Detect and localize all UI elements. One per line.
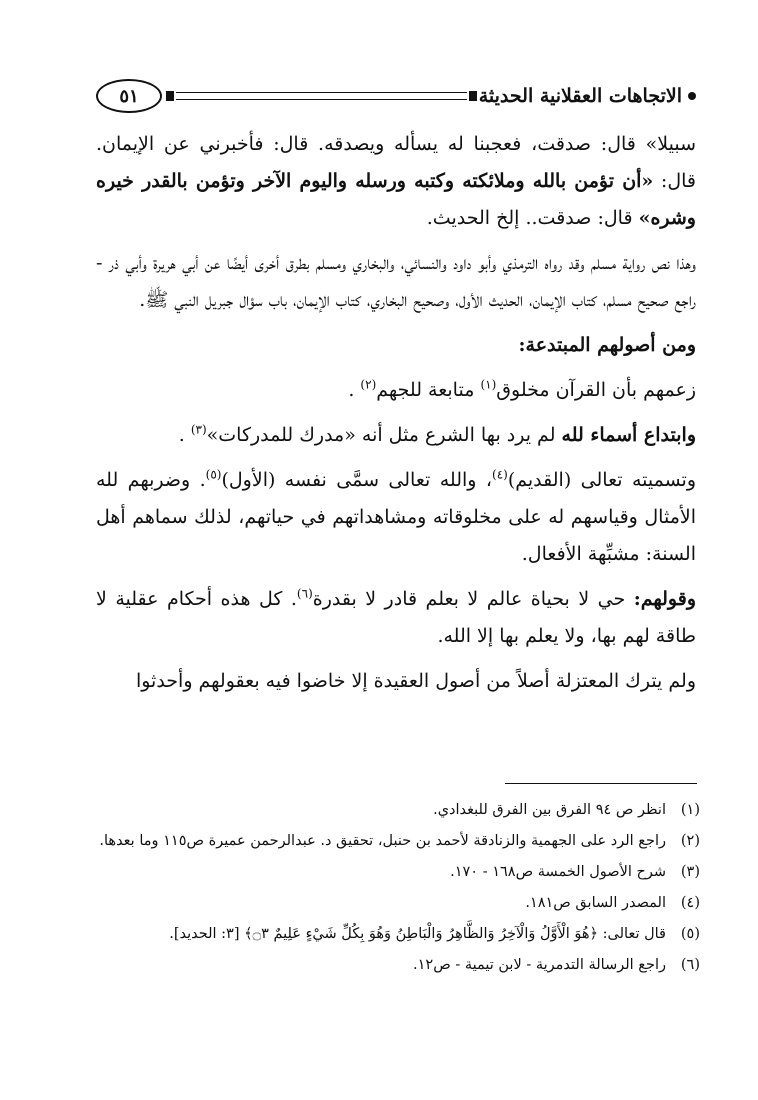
footnote-text: انظر ص ٩٤ الفرق بين الفرق للبغدادي. [433,802,666,818]
footnote-number: (٤) [680,895,700,911]
paragraph [96,372,696,409]
text: . [178,424,185,446]
paragraph [96,417,696,454]
running-header [96,78,696,114]
footnote-text: شرح الأصول الخمسة ص١٦٨ - ١٧٠. [450,864,666,880]
footnote [90,919,700,950]
footnote-text: المصدر السابق ص١٨١. [525,895,666,911]
footnotes [90,795,700,981]
footnote-text: راجع الرسالة التدمرية - لابن تيمية - ص١٢. [413,957,666,973]
paragraph: وهذا نص رواية مسلم وقد رواه الترمذي وأبو داود والنسائي، والبخاري ومسلم بطرق أخرى أيضًا عن أبي هريرة وأبي ذر - راجع صحيح مسلم، كتاب الإيمان، الحديث الأول، وصحيح البخاري، كتاب الإيمان، باب سؤال جبريل النبي ﷺ. [96,252,696,311]
footnote-number: (٦) [680,957,700,973]
hadith-quote: «أن تؤمن بالله وملائكته وكتبه ورسله واليوم الآخر وتؤمن بالقدر خيره وشره» [96,170,696,229]
footnote-ref[interactable]: (٥) [205,467,222,482]
main-text [96,126,696,708]
paragraph [96,462,696,573]
text-line: صدقت.. إلخ الحديث. [426,207,592,229]
bold-lead: وقولهم: [633,588,696,610]
text: ، والله تعالى سمَّى نفسه (الأول) [221,469,492,491]
text: حي لا بحياة عالم لا بعلم قادر لا بقدرة [312,588,626,610]
paragraph: ولم يترك المعتزلة أصلاً من أصول العقيدة إلا خاضوا فيه بعقولهم وأحدثوا [135,670,696,692]
text-line: قال: [597,207,633,229]
footnote [90,857,700,888]
paragraph [96,581,696,655]
text-line: سبيلا» قال: صدقت، فعجبنا له يسأله ويصدقه. قال: فأخبرني عن الإيمان. قال: [96,133,696,192]
footnote-ref[interactable]: (٢) [360,377,377,392]
bold-lead: وابتداع أسماء لله [561,424,696,446]
section-heading: ومن أصولهم المبتدعة: [518,334,696,356]
footnote-text: راجع الرد على الجهمية والزنادقة لأحمد بن حنبل، تحقيق د. عبدالرحمن عميرة ص١١٥ وما بعدها. [99,833,666,849]
paragraph [96,126,696,237]
footnote [90,795,700,826]
footnote [90,888,700,919]
header-bullet [688,92,696,100]
text: . [348,379,355,401]
running-title: الاتجاهات العقلانية الحديثة [478,85,682,107]
footnote-number: (٥) [680,926,700,942]
footnote-ref[interactable]: (٦) [296,586,313,601]
text: زعمهم بأن القرآن مخلوق [496,379,696,401]
page-number: ٥١ [96,79,162,113]
footnote-separator [505,783,697,784]
header-square-mark [469,91,477,101]
header-rule [176,92,467,100]
footnote-ref[interactable]: (٤) [492,467,508,482]
footnote-number: (٣) [680,864,700,880]
text: وتسميته تعالى (القديم) [507,469,696,491]
text: متابعة للجهم [376,379,475,401]
footnote [90,826,700,857]
header-square-mark [166,91,174,101]
footnote [90,950,700,981]
text: لم يرد بها الشرع مثل أنه «مدرك للمدركات» [206,424,556,446]
footnote-number: (٢) [680,833,700,849]
footnote-ref[interactable]: (١) [480,377,497,392]
text: . وضربهم لله الأمثال وقياسهم له على مخلوقاته ومشاهداتهم في حياتهم، لذلك سماهم أهل السنة: مشبِّهة الأفعال. [96,469,696,565]
footnote-ref[interactable]: (٣) [190,422,207,437]
text: . كل هذه أحكام عقلية لا طاقة لهم بها، ولا يعلم بها إلا الله. [96,588,696,647]
footnote-text: قال تعالى: ﴿هُوَ الْأَوَّلُ وَالْآخِرُ وَالظَّاهِرُ وَالْبَاطِنُ وَهُوَ بِكُلِّ شَيْءٍ عَلِيمٌ ۝٣﴾ [٣: الحديد]. [169,926,666,942]
footnote-number: (١) [680,802,700,818]
